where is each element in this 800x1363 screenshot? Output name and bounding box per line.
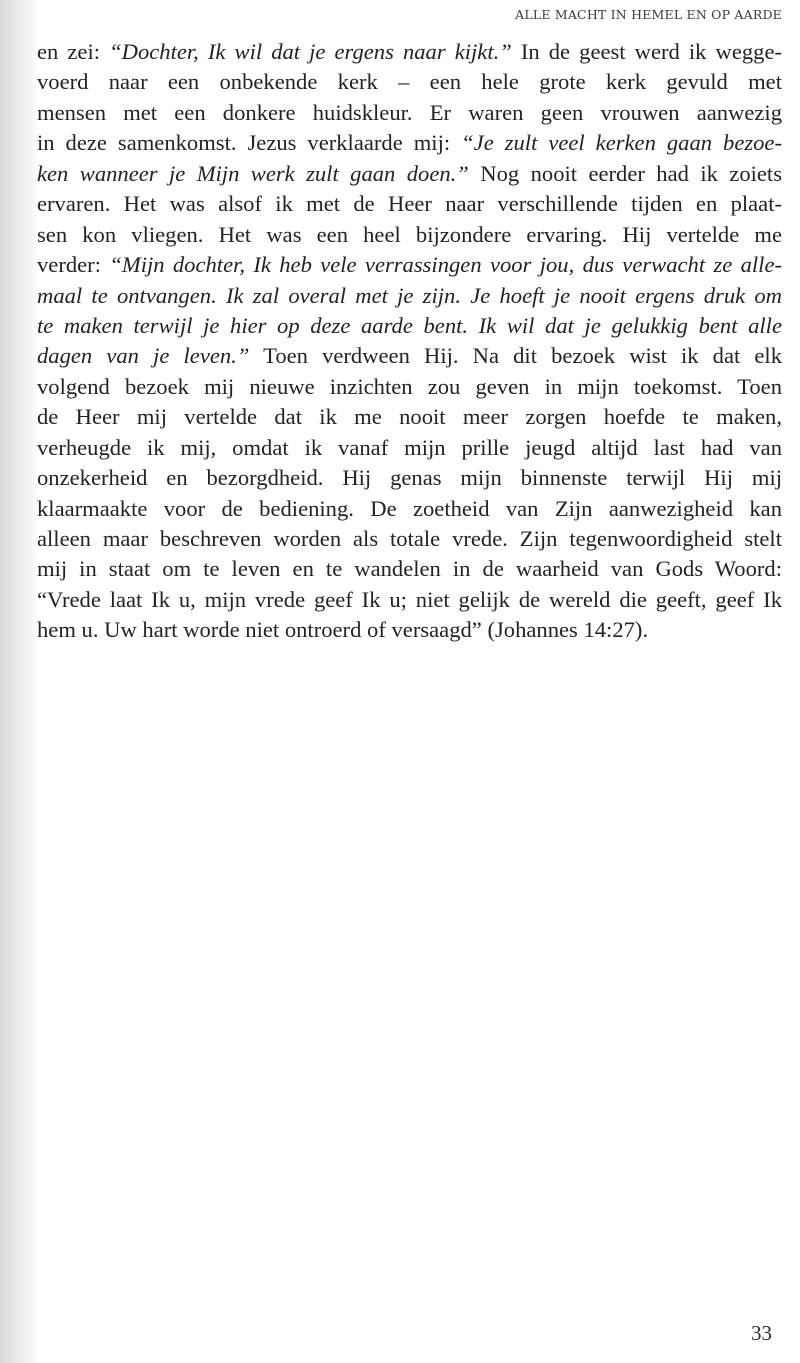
text-segment: alleen maar beschreven worden als totale vrede. Zijn tegenwoordigheid stelt [37,526,782,551]
text-line [37,372,782,402]
text-segment: verheugde ik mij, omdat ik vanaf mijn prille jeugd altijd last had van [37,434,782,460]
italic-quote-segment: te maken terwijl je hier op deze aarde bent. Ik wil dat je gelukkig bent alle [37,312,782,338]
text-line [37,524,782,554]
italic-quote-segment: “Je zult veel kerken gaan bezoe- [461,130,782,156]
text-segment: en zei: [37,39,110,64]
text-line [37,250,782,280]
text-line [37,311,782,341]
text-line [37,615,782,645]
text-line [37,494,782,524]
text-segment: Toen verdween Hij. Na dit bezoek wist ik dat elk [249,343,782,369]
text-line [37,402,782,432]
text-segment: in deze samenkomst. Jezus verklaarde mij: [37,130,462,156]
italic-quote-segment: ken wanneer je Mijn werk zult gaan doen.” [37,160,469,186]
italic-quote-segment: maal te ontvangen. Ik zal overal met je zijn. Je hoeft je nooit ergens druk om [37,282,782,308]
text-line [37,281,782,311]
text-segment: sen kon vliegen. Het was een heel bijzondere ervaring. Hij vertelde me [37,221,782,247]
text-line [37,463,782,493]
text-line [37,189,782,219]
text-line [37,37,782,67]
running-head: ALLE MACHT IN HEMEL EN OP AARDE [515,7,782,22]
text-line [37,159,782,189]
text-segment: klaarmaakte voor de bediening. De zoetheid van Zijn aanwezigheid kan [37,495,782,521]
text-segment: de Heer mij vertelde dat ik me nooit meer zorgen hoefde te maken, [37,404,782,430]
text-line [37,585,782,615]
text-segment: hem u. Uw hart worde niet ontroerd of versaagd” (Johannes 14:27). [37,617,649,643]
text-line [37,433,782,463]
text-line [37,98,782,128]
text-segment: mensen met een donkere huidskleur. Er waren geen vrouwen aanwezig [37,99,782,125]
text-segment: ervaren. Het was alsof ik met de Heer naar verschillende tijden en plaat- [37,191,782,217]
text-line [37,67,782,97]
text-line [37,128,782,158]
text-segment: In de geest werd ik wegge- [511,39,782,64]
text-line [37,220,782,250]
text-line [37,554,782,584]
text-segment: mij in staat om te leven en te wandelen in de waarheid van Gods Woord: [37,556,782,582]
body-paragraph [37,37,782,646]
text-segment: volgend bezoek mij nieuwe inzichten zou geven in mijn toekomst. Toen [37,373,782,399]
text-segment: “Vrede laat Ik u, mijn vrede geef Ik u; niet gelijk de wereld die geeft, geef Ik [37,586,782,612]
page-gutter-shadow [0,0,40,1363]
italic-quote-segment: “Mijn dochter, Ik heb vele verrassingen voor jou, dus verwacht ze alle- [109,252,782,278]
italic-quote-segment: “Dochter, Ik wil dat je ergens naar kijkt.” [109,39,512,64]
text-segment: Nog nooit eerder had ik zoiets [468,160,782,186]
text-segment: verder: [37,252,110,278]
text-segment: onzekerheid en bezorgdheid. Hij genas mijn binnenste terwijl Hij mij [37,465,782,491]
text-line [37,341,782,371]
italic-quote-segment: dagen van je leven.” [37,343,250,369]
page-number: 33 [751,1321,772,1345]
text-segment: voerd naar een onbekende kerk – een hele grote kerk gevuld met [37,69,782,95]
